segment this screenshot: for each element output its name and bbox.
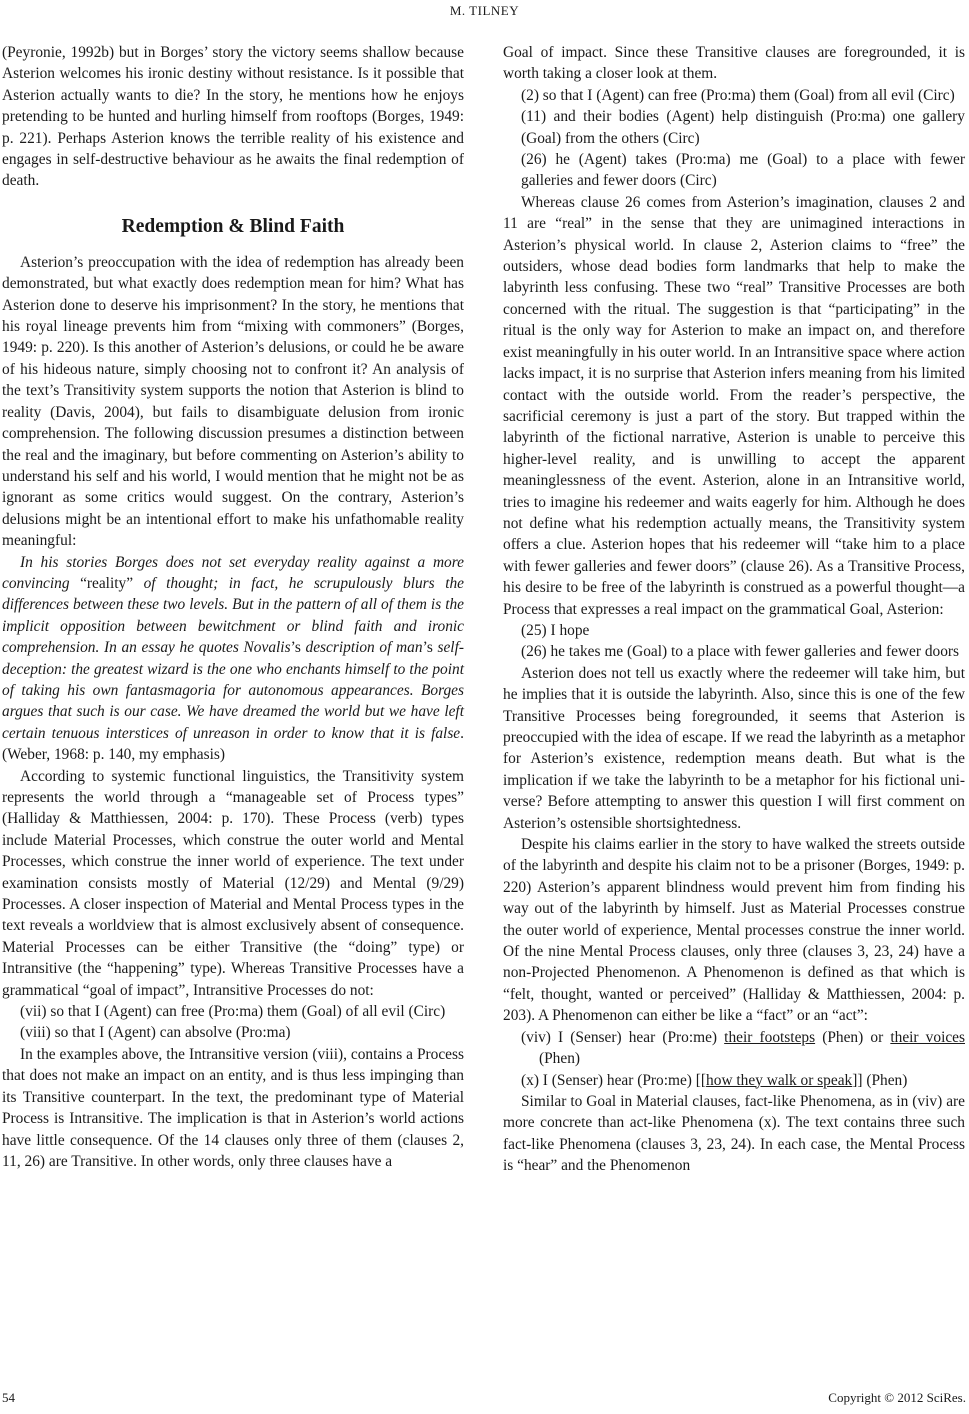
quote-citation: . (Weber, 1968: p. 140, my emphasis) (2, 724, 464, 764)
quote-text: description of man (300, 639, 423, 657)
copyright-notice: Copyright © 2012 SciRes. (828, 1390, 966, 1405)
right-column (503, 42, 965, 1177)
example-clause: (26) he (Agent) takes (Pro:ma) me (Goal) to a place with fewer galleries and fewer doors (Circ) (521, 151, 965, 190)
left-column (2, 42, 464, 1172)
paragraph: Similar to Goal in Material clauses, fact-like Phenomena, as in (viv) are more concrete than act-like Phenomena (x). The text contains three such fact-like Phenomena (clauses 3, 23, 24). In each case, the Mental Process is “hear” and the Phenomenon (503, 1092, 965, 1175)
clause-text: ]] (Phen) (852, 1071, 908, 1089)
paragraph: Despite his claims earlier in the story to have walked the streets outside of the labyrinth and despite his claim not to be a prisoner (Borges, 1949: p. 220) Asterion’s apparent blindness would prevent him from finding his way out of the labyrinth by himself. Just as Material Processes construe the outer world of experience, Mental processes construe the inner world. Of the nine Mental Process clauses, only three (clauses 3, 23, 24) have a non-Projected Phenomenon. A Phenomenon is defined as that which is “felt, thought, wanted or perceived” (Halliday & Matthiessen, 2004: p. 203). A Phenomenon can either be like a “fact” or an “act”: (503, 836, 965, 1025)
quote-text: of thought; in fact, he scrupulously blurs the differences between these two levels. But in the pattern of all of them is the implicit opposition between bewitchment or blind faith and ironic comprehension. In an essay he quotes Novalis (2, 574, 464, 657)
underlined-phrase: their voices (890, 1028, 965, 1046)
example-clause: (25) I hope (521, 621, 590, 639)
clause-text: (Phen) or (815, 1028, 891, 1046)
quote-text: In his stories Borges does not set everyday reality against a more convincing (2, 553, 464, 592)
quote-text: ’s (290, 639, 301, 657)
clause-text: (Phen) (539, 1050, 581, 1068)
paragraph: Goal of impact. Since these Transitive clauses are foregrounded, it is worth taking a closer look at them. (503, 44, 965, 83)
underlined-phrase: how they walk or speak (706, 1071, 853, 1089)
quote-text: “reality” (80, 574, 134, 592)
example-clause: (viii) so that I (Agent) can absolve (Pro:ma) (20, 1024, 291, 1042)
clause-text: (x) I (Senser) hear (Pro:me) [[ (521, 1071, 707, 1089)
paragraph: Whereas clause 26 comes from Asterion’s imagination, clauses 2 and 11 are “real” in the sense that they are unimagined interactions in Asterion’s physical world. In clause 2, Asterion claims to “free” the outsiders, whose dead bodies form landmarks that help to make the labyrinth less confusing. These two “real” Transitive Processes are both concerned with the ritual. The suggestion is that “participating” in the ritual is the only way for Asterion to make an impact on, and therefore exist meaningfully in his outer world. In an Intransitive space where action lacks impact, it is no surprise that Asterion infers meaning from his limited contact with the outside world. From the reader’s perspective, the sacrificial ceremony is just a part of the story. But trapped within the labyrinth of the fictional narrative, Asterion is unable to perceive this higher-level reality, and is unwilling to accept the apparent meaninglessness of the event. Asterion, alone in an Intransitive world, tries to imagine his redeemer and waits eagerly for him. Although he does not define what his redemption actually means, the Transitivity system offers a clue. Asterion hopes that his redeemer will “take him to a place with fewer galleries and fewer doors” (clause 26). As a Transitive Process, his desire to be free of the labyrinth is construed as a powerful thought—a Process that expresses a real impact on the grammatical Goal, Asterion: (503, 193, 965, 618)
example-clause: (11) and their bodies (Agent) help distinguish (Pro:ma) one gallery (Goal) from the others (Circ) (521, 108, 965, 147)
example-clause (503, 1027, 965, 1070)
paragraph: Asterion’s preoccupation with the idea of redemption has already been demonstrated, but what exactly does redemption mean for him? What has Asterion done to deserve his imprisonment? In the story, he mentions that his royal lineage prevents him from “mixing with commoners” (Borges, 1949: p. 220). Is this another of Asterion’s delusions, or could he be aware of his hideous nature, simply choosing not to confront it? An analysis of the text’s Transitivity system supports the notion that Asterion is blind to reality (Davis, 2004), but fails to disambiguate delusion from ironic comprehension. The following discussion presumes a distinction between the real and the imaginary, but before commenting on Asterion’s ability to understand his self and his world, I would mention that he might not be as ignorant as some critics would suggest. On the contrary, Asterion’s delusions might be an intentional effort to make his unfathomable reality meaningful: (2, 253, 464, 550)
example-clause (503, 1070, 965, 1091)
clause-text: (viv) I (Senser) hear (Pro:me) (521, 1028, 725, 1046)
underlined-phrase: their footsteps (724, 1028, 816, 1046)
section-heading: Redemption & Blind Faith (121, 215, 345, 237)
quote-text: self-deception: the greatest wizard is the one who enchants himself to the point of taking his own fantasmagoria for autonomous appearances. Borges argues that such is our case. We have dreamed the world but we have left certain tenuous interstices of unreason in order to know that it is false (2, 639, 464, 742)
page-number: 54 (2, 1390, 15, 1405)
running-head: M. TILNEY (449, 3, 520, 18)
example-clause: (vii) so that I (Agent) can free (Pro:ma) them (Goal) of all evil (Circ) (20, 1003, 446, 1021)
block-quote (2, 552, 464, 766)
paragraph: (Peyronie, 1992b) but in Borges’ story the victory seems shallow because Asterion welcomes his ironic destiny without resistance. Is it possible that Asterion actually wants to die? In the story, he mentions how he enjoys pretending to be hunted and hurling himself from rooftops (Borges, 1949: p. 221). Perhaps Asterion knows the terrible reality of his existence and engages in self-destructive behaviour as he awaits the final redemption of death. (2, 44, 464, 190)
example-clause: (26) he takes me (Goal) to a place with fewer galleries and fewer doors (521, 643, 960, 661)
paragraph: According to systemic functional linguistics, the Transitivity system represents the world through a “manageable set of Process types” (Halliday & Matthiessen, 2004: p. 170). These Process (verb) types include Material Processes, which construe the outer world and Mental Processes, which construe the inner world of experience. The text under examination consists mostly of Material (12/29) and Mental (9/29) Processes. A closer inspection of Material and Mental Process types in the text reveals a worldview that is almost exclusively absent of consequence. Material Processes can be either Transitive (the “doing” type) or Intransitive (the “happening” type). Whereas Transitive Processes have a grammatical “goal of impact”, Intransitive Processes do not: (2, 767, 464, 999)
paragraph: In the examples above, the Intransitive version (viii), contains a Process that does not make an impact on an entity, and is thus less impinging than its Transitive counterpart. In the text, the predominant type of Material Process is Intransitive. The implication is that in Asterion’s world actions have little consequence. Of the 14 clauses only three of them (clauses 2, 11, 26) are Transitive. In other words, only three clauses have a (2, 1045, 464, 1170)
example-clause: (2) so that I (Agent) can free (Pro:ma) them (Goal) from all evil (Circ) (521, 86, 955, 104)
paragraph: Asterion does not tell us exactly where the redeemer will take him, but he implies that it is outside the labyrinth. Also, since this is one of the few Transitive Processes being foregrounded, it seems that Asterion is preoccupied with the idea of escape. If we read the labyrinth as a metaphor for Asterion’s existence, redemption means death. But what is the implication if we take the labyrinth to be a metaphor for his fictional universe? Before attempting to answer this question I will first comment on Asterion’s ostensible shortsightedness. (503, 664, 965, 832)
quote-text: ’s (422, 639, 433, 657)
